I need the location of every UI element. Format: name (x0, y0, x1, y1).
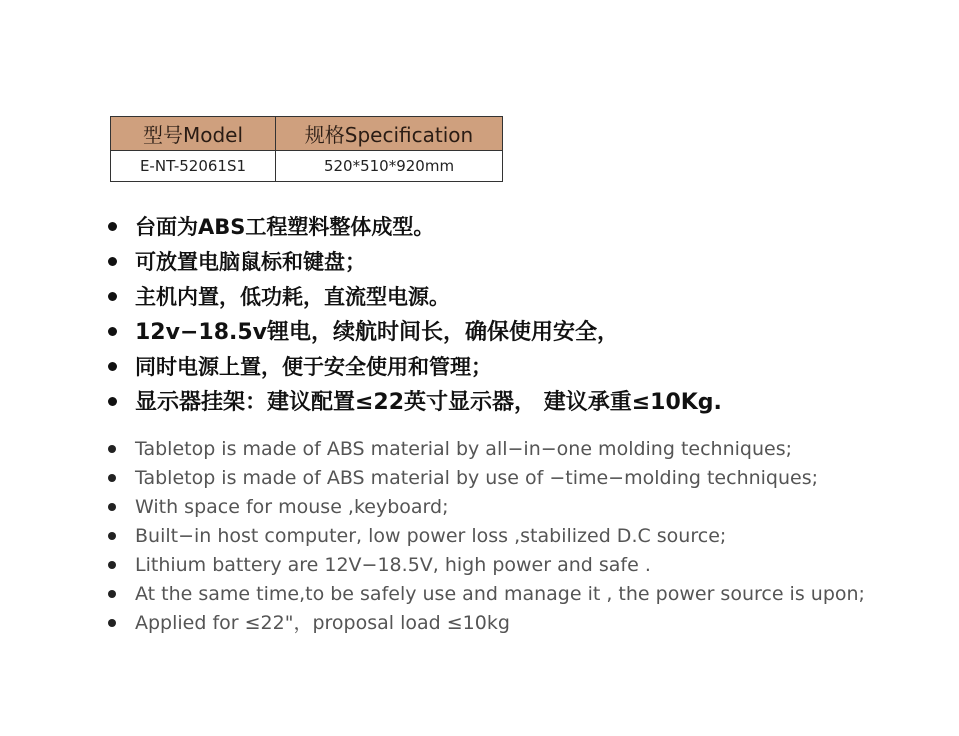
features-cn-list (106, 210, 722, 420)
model-value: E-NT-52061S1 (111, 151, 276, 182)
features-en-list (106, 435, 865, 638)
feature-cn-item: 可放置电脑鼠标和键盘； (106, 245, 722, 280)
feature-cn-item: 12v−18.5v锂电，续航时间长，确保使用安全， (106, 315, 722, 350)
header-model: 型号Model (111, 117, 276, 151)
feature-en-item: Lithium battery are 12V−18.5V, high power and safe . (106, 551, 865, 580)
specification-value: 520*510*920mm (276, 151, 503, 182)
feature-en-item: Tabletop is made of ABS material by all−in−one molding techniques; (106, 435, 865, 464)
feature-cn-item: 主机内置，低功耗，直流型电源。 (106, 280, 722, 315)
feature-cn-item: 显示器挂架：建议配置≤22英寸显示器， 建议承重≤10Kg. (106, 385, 722, 420)
feature-en-item: Applied for ≤22"，proposal load ≤10kg (106, 609, 865, 638)
header-specification: 规格Specification (276, 117, 503, 151)
spec-table-row (111, 151, 503, 182)
feature-en-item: Tabletop is made of ABS material by use of −time−molding techniques; (106, 464, 865, 493)
feature-en-item: With space for mouse ,keyboard; (106, 493, 865, 522)
feature-cn-item: 台面为ABS工程塑料整体成型。 (106, 210, 722, 245)
feature-cn-item: 同时电源上置，便于安全使用和管理； (106, 350, 722, 385)
spec-table (110, 116, 503, 182)
feature-en-item: Built−in host computer, low power loss ,stabilized D.C source; (106, 522, 865, 551)
spec-table-header-row (111, 117, 503, 151)
feature-en-item: At the same time,to be safely use and manage it , the power source is upon; (106, 580, 865, 609)
